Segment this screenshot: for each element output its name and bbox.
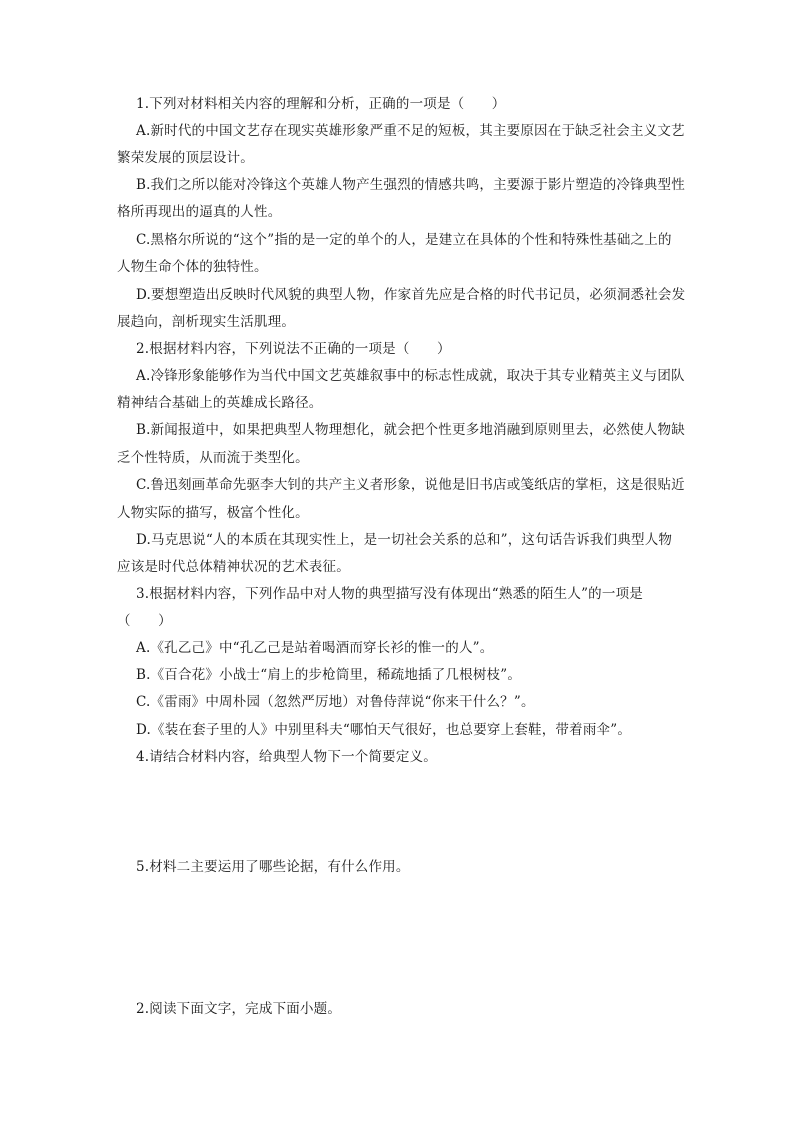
question-4-stem: 4.请结合材料内容，给典型人物下一个简要定义。 [136,749,437,765]
question-1-option-c-cont: 人物生命个体的独特性。 [117,259,268,275]
question-2-option-d-cont: 应该是时代总体精神状况的艺术表征。 [117,559,350,575]
question-2-option-b-cont: 乏个性特质，从而流于类型化。 [117,450,309,466]
question-1-option-d: D.要想塑造出反映时代风貌的典型人物，作家首先应是合格的时代书记员，必须洞悉社会发 [136,287,686,303]
question-1-option-b-cont: 格所再现出的逼真的人性。 [117,204,282,220]
question-3-option-c: C.《雷雨》中周朴园（忽然严厉地）对鲁侍萍说“你来干什么？”。 [136,694,535,710]
question-3-option-a: A.《孔乙己》中“孔乙己是站着喝酒而穿长衫的惟一的人”。 [136,640,494,656]
question-2-option-b: B.新闻报道中，如果把典型人物理想化，就会把个性更多地消融到原则里去，必然使人物缺 [136,422,685,438]
question-3-option-b: B.《百合花》小战士“肩上的步枪筒里，稀疏地插了几根树枝”。 [136,667,522,683]
question-1-option-c: C.黑格尔所说的“这个”指的是一定的单个的人，是建立在具体的个性和特殊性基础之上的 [136,232,672,248]
question-1-option-a-cont: 繁荣发展的顶层设计。 [117,150,254,166]
section-2-heading: 2.阅读下面文字，完成下面小题。 [136,1001,342,1017]
question-1-stem: 1.下列对材料相关内容的理解和分析，正确的一项是（ ） [136,96,506,112]
question-3-stem-cont: （ ） [117,613,172,629]
question-2-option-c: C.鲁迅刻画革命先驱李大钊的共产主义者形象，说他是旧书店或笺纸店的掌柜，这是很贴近 [136,477,685,493]
question-2-option-a-cont: 精神结合基础上的英雄成长路径。 [117,395,323,411]
question-3-stem: 3.根据材料内容，下列作品中对人物的典型描写没有体现出“熟悉的陌生人”的一项是 [136,586,643,602]
question-1-option-b: B.我们之所以能对冷锋这个英雄人物产生强烈的情感共鸣，主要源于影片塑造的冷锋典型性 [136,177,685,193]
question-2-option-c-cont: 人物实际的描写，极富个性化。 [117,505,309,521]
question-2-option-a: A.冷锋形象能够作为当代中国文艺英雄叙事中的标志性成就，取决于其专业精英主义与团队 [136,368,685,384]
question-3-option-d: D.《装在套子里的人》中别里科夫“哪怕天气很好，也总要穿上套鞋，带着雨伞”。 [136,722,632,738]
question-1-option-a: A.新时代的中国文艺存在现实英雄形象严重不足的短板，其主要原因在于缺乏社会主义文艺 [136,123,685,139]
question-5-stem: 5.材料二主要运用了哪些论据，有什么作用。 [136,859,410,875]
question-2-stem: 2.根据材料内容，下列说法不正确的一项是（ ） [136,341,451,357]
question-1-option-d-cont: 展趋向，剖析现实生活肌理。 [117,314,296,330]
question-2-option-d: D.马克思说“人的本质在其现实性上，是一切社会关系的总和”，这句话告诉我们典型人物 [136,532,673,548]
